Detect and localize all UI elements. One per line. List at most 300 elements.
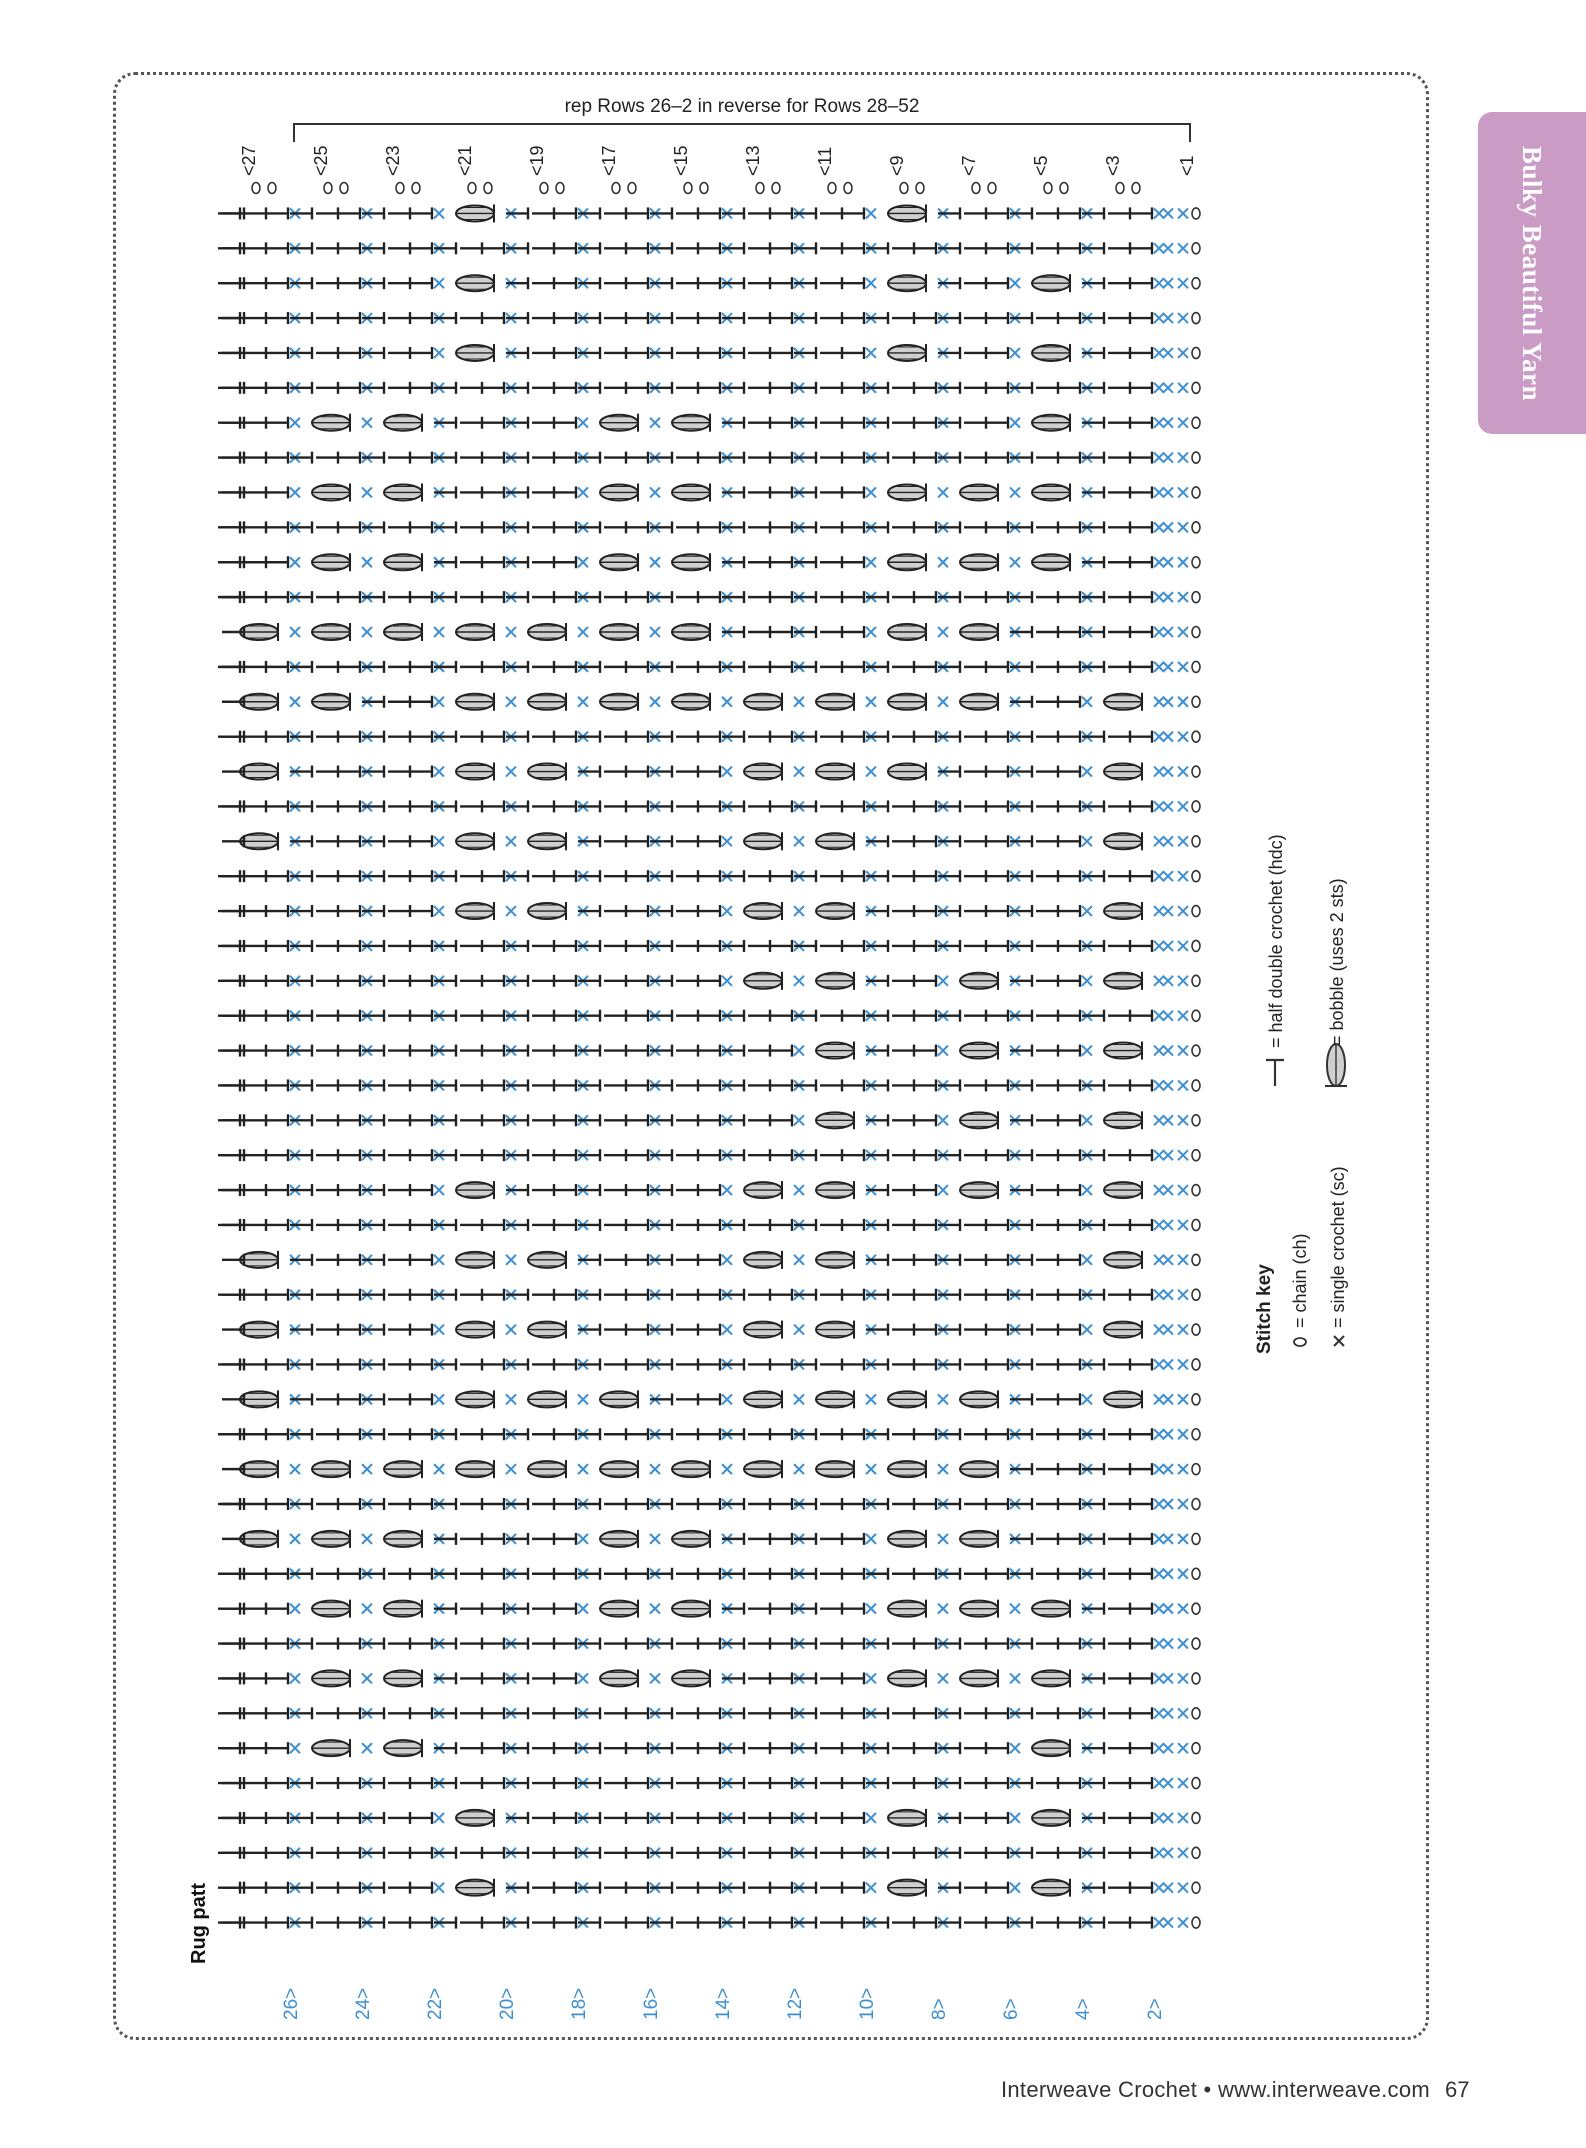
- sc-stitch: [1163, 697, 1173, 707]
- hdc-stitch: [532, 1010, 554, 1022]
- chain-stitch: [828, 183, 836, 194]
- hdc-stitch: [532, 1568, 554, 1580]
- hdc-stitch: [842, 1568, 864, 1580]
- hdc-stitch: [244, 1812, 266, 1824]
- bobble-stitch: [1104, 693, 1142, 711]
- hdc-stitch: [506, 1079, 528, 1091]
- hdc-stitch: [244, 975, 266, 987]
- sc-stitch: [578, 418, 588, 428]
- sc-stitch: [1082, 1394, 1092, 1404]
- hdc-stitch: [506, 1010, 528, 1022]
- hdc-stitch: [434, 940, 456, 952]
- hdc-stitch: [266, 382, 288, 394]
- hdc-stitch: [222, 1463, 244, 1475]
- hdc-stitch: [410, 1882, 432, 1894]
- hdc-stitch: [1130, 1847, 1152, 1859]
- hdc-stitch: [626, 1149, 648, 1161]
- sc-stitch: [1163, 1569, 1173, 1579]
- sc-stitch: [290, 1673, 300, 1683]
- hdc-stitch: [1082, 1882, 1104, 1894]
- hdc-stitch: [1058, 1917, 1080, 1929]
- hdc-stitch: [578, 1149, 600, 1161]
- hdc-stitch: [388, 1917, 410, 1929]
- hdc-stitch: [266, 1568, 288, 1580]
- hdc-stitch: [794, 1882, 816, 1894]
- sc-stitch: [1163, 1150, 1173, 1160]
- bobble-stitch: [744, 693, 782, 711]
- hdc-stitch: [770, 242, 792, 254]
- hdc-stitch: [1010, 766, 1032, 778]
- hdc-stitch: [434, 800, 456, 812]
- hdc-stitch: [770, 661, 792, 673]
- sc-stitch: [650, 697, 660, 707]
- chain-stitch: [1192, 313, 1200, 324]
- hdc-stitch: [1010, 1568, 1032, 1580]
- hdc-stitch: [244, 905, 266, 917]
- hdc-stitch: [506, 661, 528, 673]
- hdc-stitch: [914, 1638, 936, 1650]
- rs-row-label: <3: [1103, 155, 1123, 176]
- hdc-stitch: [938, 277, 960, 289]
- hdc-stitch: [532, 277, 554, 289]
- chain-stitch: [1192, 1917, 1200, 1928]
- hdc-stitch: [578, 1045, 600, 1057]
- hdc-stitch: [554, 242, 576, 254]
- hdc-stitch: [964, 1917, 986, 1929]
- sc-stitch: [434, 348, 444, 358]
- hdc-stitch: [1036, 1079, 1058, 1091]
- hdc-stitch: [222, 766, 244, 778]
- bobble-stitch: [816, 1460, 854, 1478]
- hdc-stitch: [1108, 1428, 1130, 1440]
- hdc-stitch: [842, 1672, 864, 1684]
- hdc-stitch: [986, 766, 1008, 778]
- hdc-stitch: [578, 800, 600, 812]
- hdc-stitch: [794, 1428, 816, 1440]
- hdc-stitch: [532, 1184, 554, 1196]
- hdc-stitch: [1130, 1149, 1152, 1161]
- hdc-stitch: [1036, 1114, 1058, 1126]
- hdc-stitch: [914, 940, 936, 952]
- hdc-stitch: [698, 1149, 720, 1161]
- hdc-stitch: [676, 1812, 698, 1824]
- hdc-stitch: [676, 870, 698, 882]
- ws-row-label: 14>: [713, 1987, 734, 2020]
- hdc-stitch: [460, 1010, 482, 1022]
- hdc-stitch: [1130, 1079, 1152, 1091]
- hdc-stitch: [1108, 312, 1130, 324]
- hdc-stitch: [316, 905, 338, 917]
- hdc-stitch: [482, 800, 504, 812]
- hdc-stitch: [794, 1289, 816, 1301]
- hdc-stitch: [676, 347, 698, 359]
- hdc-stitch: [650, 1393, 672, 1405]
- hdc-stitch: [938, 1847, 960, 1859]
- sc-stitch: [1154, 1639, 1164, 1649]
- hdc-stitch: [388, 1707, 410, 1719]
- sc-stitch: [1154, 1394, 1164, 1404]
- sc-stitch: [794, 1255, 804, 1265]
- hdc-stitch: [748, 452, 770, 464]
- bobble-stitch: [888, 1809, 926, 1827]
- hdc-stitch: [938, 766, 960, 778]
- hdc-stitch: [460, 1603, 482, 1615]
- hdc-stitch: [1108, 870, 1130, 882]
- hdc-stitch: [1058, 835, 1080, 847]
- hdc-stitch: [820, 1812, 842, 1824]
- hdc-stitch: [892, 382, 914, 394]
- hdc-stitch: [626, 1498, 648, 1510]
- hdc-stitch: [388, 591, 410, 603]
- sc-stitch: [1163, 871, 1173, 881]
- chain-stitch: [1192, 1115, 1200, 1126]
- hdc-stitch: [410, 1324, 432, 1336]
- hdc-stitch: [388, 661, 410, 673]
- hdc-stitch: [266, 1428, 288, 1440]
- sc-stitch: [1082, 1046, 1092, 1056]
- rs-row-label: <5: [1031, 155, 1051, 176]
- hdc-stitch: [1130, 1428, 1152, 1440]
- bobble-stitch: [456, 902, 494, 920]
- rs-row-label: <11: [815, 146, 835, 176]
- hdc-stitch: [532, 207, 554, 219]
- hdc-stitch: [820, 521, 842, 533]
- sc-stitch: [1178, 1778, 1188, 1788]
- hdc-stitch: [362, 277, 384, 289]
- hdc-stitch: [626, 1324, 648, 1336]
- bobble-stitch: [1104, 1251, 1142, 1269]
- hdc-stitch: [748, 1533, 770, 1545]
- hdc-stitch: [1058, 766, 1080, 778]
- sc-stitch: [722, 976, 732, 986]
- hdc-stitch: [578, 382, 600, 394]
- hdc-stitch: [1010, 940, 1032, 952]
- hdc-stitch: [290, 1219, 312, 1231]
- hdc-stitch: [1130, 1672, 1152, 1684]
- chain-stitch: [1192, 382, 1200, 393]
- hdc-stitch: [866, 870, 888, 882]
- hdc-stitch: [722, 312, 744, 324]
- sc-stitch: [1082, 767, 1092, 777]
- hdc-stitch: [506, 1638, 528, 1650]
- hdc-stitch: [554, 591, 576, 603]
- hdc-stitch: [866, 1010, 888, 1022]
- bobble-key-label: = bobble (uses 2 sts): [1327, 878, 1347, 1046]
- hdc-stitch: [794, 591, 816, 603]
- hdc-stitch: [1082, 1533, 1104, 1545]
- hdc-stitch: [938, 1324, 960, 1336]
- hdc-stitch: [266, 975, 288, 987]
- hdc-stitch: [986, 731, 1008, 743]
- hdc-stitch: [698, 382, 720, 394]
- hdc-stitch: [434, 870, 456, 882]
- hdc-stitch: [1036, 1254, 1058, 1266]
- hdc-stitch: [1058, 905, 1080, 917]
- hdc-stitch: [698, 1324, 720, 1336]
- hdc-stitch: [1010, 312, 1032, 324]
- sc-stitch: [1178, 1534, 1188, 1544]
- hdc-stitch: [650, 975, 672, 987]
- bobble-stitch: [888, 1669, 926, 1687]
- sc-stitch: [578, 1464, 588, 1474]
- hdc-stitch: [938, 521, 960, 533]
- hdc-stitch: [698, 591, 720, 603]
- hdc-stitch: [938, 1010, 960, 1022]
- hdc-stitch: [820, 1917, 842, 1929]
- hdc-stitch: [482, 1707, 504, 1719]
- hdc-stitch: [338, 207, 360, 219]
- hdc-stitch: [820, 1847, 842, 1859]
- hdc-stitch: [362, 905, 384, 917]
- hdc-stitch: [938, 940, 960, 952]
- hdc-stitch: [604, 382, 626, 394]
- hdc-stitch: [820, 1533, 842, 1545]
- hdc-stitch: [1058, 870, 1080, 882]
- hdc-stitch: [1010, 1917, 1032, 1929]
- sc-stitch: [1154, 976, 1164, 986]
- sc-stitch: [362, 627, 372, 637]
- hdc-stitch: [676, 940, 698, 952]
- hdc-stitch: [290, 452, 312, 464]
- hdc-stitch: [1010, 382, 1032, 394]
- hdc-stitch: [578, 905, 600, 917]
- hdc-stitch: [410, 1184, 432, 1196]
- hdc-stitch: [938, 347, 960, 359]
- sc-stitch: [1163, 418, 1173, 428]
- hdc-stitch: [578, 1847, 600, 1859]
- hdc-stitch: [770, 1010, 792, 1022]
- hdc-stitch: [604, 661, 626, 673]
- bobble-stitch: [744, 832, 782, 850]
- hdc-stitch: [820, 382, 842, 394]
- hdc-stitch: [362, 975, 384, 987]
- hdc-stitch: [650, 661, 672, 673]
- hdc-stitch: [938, 835, 960, 847]
- section-tab-label: Bulky Beautiful Yarn: [1517, 145, 1548, 401]
- hdc-stitch: [1058, 1777, 1080, 1789]
- sc-stitch: [1163, 313, 1173, 323]
- chain-stitch: [1192, 417, 1200, 428]
- hdc-stitch: [938, 1149, 960, 1161]
- bobble-stitch: [816, 972, 854, 990]
- chain-stitch: [1192, 557, 1200, 568]
- hdc-stitch: [1036, 1324, 1058, 1336]
- hdc-stitch: [578, 661, 600, 673]
- hdc-stitch: [1108, 207, 1130, 219]
- bobble-stitch: [672, 623, 710, 641]
- hdc-stitch: [748, 1568, 770, 1580]
- hdc-stitch: [794, 207, 816, 219]
- hdc-stitch: [460, 1847, 482, 1859]
- hdc-stitch: [1058, 1184, 1080, 1196]
- chain-stitch: [1192, 592, 1200, 603]
- hdc-stitch: [676, 1847, 698, 1859]
- hdc-stitch: [388, 207, 410, 219]
- hdc-stitch: [1010, 696, 1032, 708]
- hdc-stitch: [1036, 207, 1058, 219]
- hdc-stitch: [986, 1428, 1008, 1440]
- hdc-stitch: [460, 1498, 482, 1510]
- hdc-stitch: [892, 940, 914, 952]
- hdc-stitch: [482, 1777, 504, 1789]
- hdc-stitch: [578, 521, 600, 533]
- hdc-stitch: [938, 1219, 960, 1231]
- hdc-stitch: [986, 1812, 1008, 1824]
- hdc-stitch: [842, 800, 864, 812]
- hdc-stitch: [338, 940, 360, 952]
- hdc-stitch: [1036, 1638, 1058, 1650]
- sc-stitch: [362, 1604, 372, 1614]
- hdc-stitch: [554, 1777, 576, 1789]
- sc-stitch: [1154, 1359, 1164, 1369]
- hdc-stitch: [266, 452, 288, 464]
- hdc-stitch: [482, 1638, 504, 1650]
- hdc-stitch: [244, 1707, 266, 1719]
- bobble-stitch: [528, 902, 566, 920]
- hdc-stitch: [748, 1219, 770, 1231]
- hdc-stitch: [388, 277, 410, 289]
- sc-stitch: [938, 976, 948, 986]
- hdc-stitch: [794, 312, 816, 324]
- hdc-stitch: [770, 486, 792, 498]
- bobble-stitch: [672, 1530, 710, 1548]
- hdc-stitch: [460, 1742, 482, 1754]
- sc-stitch: [1178, 1569, 1188, 1579]
- sc-stitch: [794, 1325, 804, 1335]
- hdc-stitch: [914, 1254, 936, 1266]
- hdc-stitch: [1036, 1777, 1058, 1789]
- hdc-stitch: [1108, 626, 1130, 638]
- hdc-stitch: [820, 1638, 842, 1650]
- bobble-stitch: [312, 693, 350, 711]
- chain-stitch: [1192, 1778, 1200, 1789]
- sc-stitch: [794, 906, 804, 916]
- hdc-stitch: [1108, 521, 1130, 533]
- hdc-stitch: [316, 940, 338, 952]
- hdc-stitch: [316, 312, 338, 324]
- hdc-stitch: [820, 1707, 842, 1719]
- hdc-stitch: [820, 1428, 842, 1440]
- hdc-stitch: [964, 591, 986, 603]
- hdc-stitch: [532, 1882, 554, 1894]
- hdc-stitch: [410, 1777, 432, 1789]
- hdc-stitch: [698, 1358, 720, 1370]
- sc-stitch: [722, 1325, 732, 1335]
- sc-stitch: [938, 1464, 948, 1474]
- chain-stitch: [1192, 1394, 1200, 1405]
- bobble-stitch: [456, 1809, 494, 1827]
- hdc-stitch: [410, 207, 432, 219]
- chain-stitch: [1192, 1289, 1200, 1300]
- hdc-stitch: [388, 1777, 410, 1789]
- hdc-stitch: [506, 382, 528, 394]
- hdc-stitch: [410, 975, 432, 987]
- hdc-stitch: [482, 242, 504, 254]
- hdc-stitch: [434, 242, 456, 254]
- hdc-stitch: [554, 940, 576, 952]
- sc-stitch: [506, 1325, 516, 1335]
- hdc-stitch: [1108, 1149, 1130, 1161]
- hdc-stitch: [290, 1149, 312, 1161]
- sc-stitch: [1163, 1046, 1173, 1056]
- bobble-stitch: [744, 1390, 782, 1408]
- hdc-stitch: [892, 1428, 914, 1440]
- hdc-stitch: [1058, 1149, 1080, 1161]
- hdc-stitch: [338, 1079, 360, 1091]
- sc-stitch: [1082, 697, 1092, 707]
- stitch-key-title: Stitch key: [1254, 1264, 1275, 1354]
- hdc-stitch: [770, 1498, 792, 1510]
- hdc-stitch: [938, 591, 960, 603]
- hdc-stitch: [362, 1045, 384, 1057]
- hdc-stitch: [794, 347, 816, 359]
- hdc-stitch: [290, 1847, 312, 1859]
- bobble-stitch: [1104, 1181, 1142, 1199]
- chain-stitch: [1192, 766, 1200, 777]
- hdc-stitch: [866, 1254, 888, 1266]
- hdc-stitch: [290, 591, 312, 603]
- hdc-stitch: [748, 940, 770, 952]
- sc-stitch: [866, 697, 876, 707]
- hdc-stitch: [986, 382, 1008, 394]
- hdc-stitch: [650, 1010, 672, 1022]
- hdc-stitch: [938, 1254, 960, 1266]
- hdc-stitch: [626, 1847, 648, 1859]
- hdc-stitch: [482, 1428, 504, 1440]
- bobble-stitch: [1104, 763, 1142, 781]
- hdc-stitch: [244, 1149, 266, 1161]
- hdc-stitch: [794, 1777, 816, 1789]
- hdc-stitch: [554, 1672, 576, 1684]
- hdc-stitch: [506, 1603, 528, 1615]
- sc-stitch: [1082, 906, 1092, 916]
- hdc-stitch: [532, 1219, 554, 1231]
- hdc-stitch: [1108, 1568, 1130, 1580]
- hdc-stitch: [820, 661, 842, 673]
- sc-stitch: [1154, 906, 1164, 916]
- hdc-stitch: [866, 1219, 888, 1231]
- hdc-stitch: [266, 1742, 288, 1754]
- hdc-stitch: [748, 1847, 770, 1859]
- hdc-stitch: [650, 242, 672, 254]
- hdc-stitch: [626, 277, 648, 289]
- hdc-stitch: [698, 1393, 720, 1405]
- hdc-stitch: [460, 1777, 482, 1789]
- hdc-stitch: [1130, 347, 1152, 359]
- rs-row-label: <13: [743, 145, 763, 176]
- hdc-stitch: [362, 1812, 384, 1824]
- hdc-stitch: [362, 731, 384, 743]
- hdc-stitch: [604, 521, 626, 533]
- hdc-stitch: [938, 905, 960, 917]
- hdc-stitch: [842, 591, 864, 603]
- hdc-stitch: [964, 1777, 986, 1789]
- sc-stitch: [578, 1394, 588, 1404]
- hdc-stitch: [698, 731, 720, 743]
- hdc-stitch: [554, 731, 576, 743]
- hdc-stitch: [820, 1498, 842, 1510]
- hdc-stitch: [866, 1847, 888, 1859]
- hdc-stitch: [676, 1010, 698, 1022]
- hdc-stitch: [650, 766, 672, 778]
- hdc-stitch: [604, 1149, 626, 1161]
- bobble-stitch: [240, 1321, 278, 1339]
- sc-stitch: [1154, 1918, 1164, 1928]
- hdc-stitch: [770, 1428, 792, 1440]
- hdc-stitch: [794, 1603, 816, 1615]
- hdc-stitch: [676, 975, 698, 987]
- hdc-stitch: [1130, 1882, 1152, 1894]
